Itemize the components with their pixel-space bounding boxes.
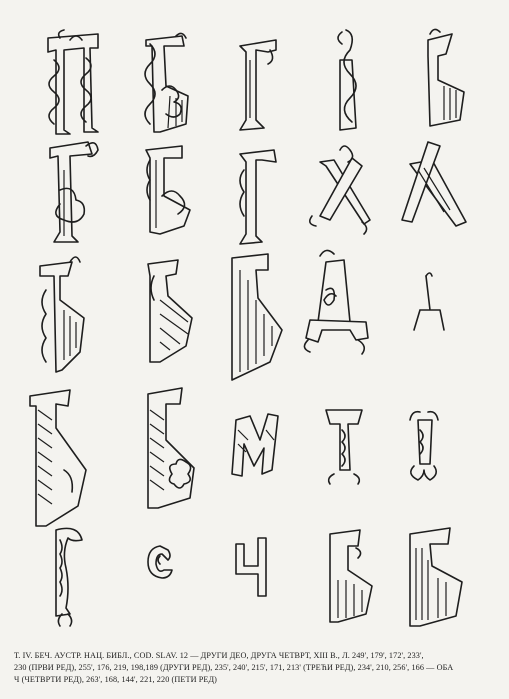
initial-che	[236, 538, 266, 596]
initial-em	[232, 414, 278, 476]
caption-line-3: Ч (ЧЕТВРТИ РЕД), 263', 168, 144', 221, 220 (ПЕТИ РЕД)	[14, 675, 217, 684]
initial-be-large	[410, 528, 462, 626]
initial-be-tall-1	[40, 257, 84, 372]
initial-te	[326, 410, 362, 484]
initial-i-knot	[338, 30, 356, 130]
initial-ge-plain	[240, 150, 276, 244]
plate-caption	[14, 650, 494, 686]
initial-ge-foliage	[50, 142, 98, 242]
initial-de-ornate	[304, 250, 368, 354]
initial-es-small	[148, 546, 172, 578]
initial-kha-striped	[402, 142, 466, 226]
initial-be-foliage-2	[146, 146, 190, 234]
initial-ge	[240, 40, 276, 130]
initial-be-tall-hatched	[30, 390, 86, 526]
initial-be-foliage	[145, 33, 188, 132]
initial-te-ornate	[410, 412, 438, 480]
initial-es-tall	[56, 528, 82, 626]
initial-pe-vine	[48, 30, 98, 134]
initial-be-striped-2	[148, 260, 192, 362]
initial-be-big-striped	[232, 254, 282, 380]
caption-line-1: Т. IV. БЕЧ. АУСТР. НАЦ. БИБЛ., COD. SLAV. 12 — ДРУГИ ДЕО, ДРУГА ЧЕТВРТ, XIII В., Л. 249', 179', 172', 233',	[14, 651, 424, 660]
initial-kha	[310, 146, 370, 234]
initial-be-striped-3	[330, 530, 372, 622]
initial-be-striped-1	[428, 29, 464, 126]
initial-be-clover	[148, 388, 194, 508]
caption-line-2: 230 (ПРВИ РЕД), 255', 176, 219, 198,189 (ДРУГИ РЕД), 235', 240', 215', 171, 213' (ТРЕЋИ РЕД), 234', 210, 256', 166 — ОБА	[14, 663, 454, 672]
initial-de-simple	[414, 273, 444, 330]
